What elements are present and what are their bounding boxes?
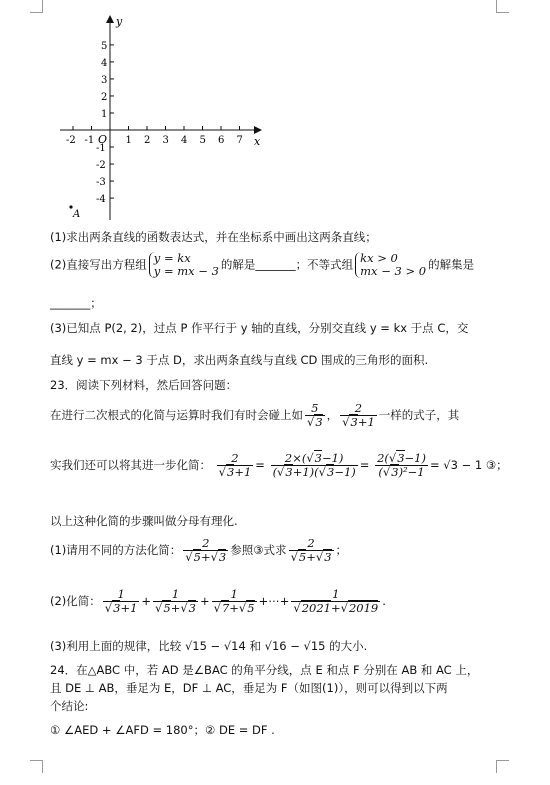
y-tick-label: 4 (101, 57, 108, 69)
inequality-2: mx − 3 > 0 (360, 264, 427, 278)
y-tick-label: 5 (101, 40, 108, 52)
question-3-line1: (3)已知点 P(2, 2)，过点 P 作平行于 y 轴的直线，分别交直线 y = kx 于点 C，交 (50, 321, 469, 335)
equation-2: y = mx − 3 (153, 264, 219, 278)
problem-24-line1: 24．在△ABC 中，若 AD 是∠BAC 的角平分线，点 E 和点 F 分别在 AB 和 AC 上， (50, 663, 479, 677)
equation-1: y = kx (153, 251, 191, 265)
problem-24-line4: ① ∠AED + ∠AFD = 180°；② DE = DF . (50, 723, 275, 737)
x-ticks (66, 126, 243, 146)
sub1-end: ； (335, 543, 348, 557)
fraction-2-over-root3-plus-1: $\frac{2}{√3+1}$ (342, 401, 375, 429)
problem-23-sub3: (3)利用上面的规律，比较 √15 − √14 和 √16 − √15 的大小. (50, 639, 368, 653)
x-tick-label: 4 (181, 135, 188, 146)
derivation-tail: = √3 − 1 ③； (429, 458, 508, 472)
x-axis-label: x (254, 135, 261, 148)
y-axis-label: y (116, 15, 123, 28)
equation-system (149, 252, 219, 278)
derivation-fraction-3: $\frac{2(√3-1)}{\text{(√3)²−1}}$ (377, 451, 426, 479)
problem-23-summary: 以上这种化简的步骤叫做分母有理化. (50, 514, 238, 528)
x-tick-label: 1 (125, 135, 132, 146)
y-tick-label: 3 (101, 74, 108, 86)
sub1-fraction-a: $\frac{2}{√5+√3}$ (185, 536, 227, 564)
derivation-prefix: 实我们还可以将其进一步化简： (50, 458, 211, 472)
corner-mark-bottom-right (496, 760, 509, 773)
x-tick-label: -1 (84, 135, 95, 146)
y-tick-label: -1 (96, 143, 106, 155)
sub2-term-2: $\frac{1}{√5+√3}$ (155, 587, 196, 615)
x-tick-label: 2 (144, 135, 151, 146)
origin-label: O (98, 133, 108, 146)
y-ticks (96, 41, 114, 205)
problem-23-heading: 23．阅读下列材料，然后回答问题： (50, 378, 238, 392)
x-tick-label: -2 (66, 135, 76, 146)
sub1-fraction-b: $\frac{2}{√5+√3}$ (290, 536, 332, 564)
q2-mid: 的解是_______；不等式组 (220, 257, 354, 272)
question-1: (1)求出两条直线的函数表达式，并在坐标系中画出这两条直线； (50, 230, 377, 244)
sub1-mid: 参照③式求 (230, 543, 287, 557)
coordinate-graph (55, 12, 270, 222)
q2-prefix: (2)直接写出方程组 (50, 257, 147, 272)
derivation-fraction-1: $\frac{2}{√3+1}$ (218, 451, 252, 479)
intro-text-b: 一样的式子，其 (378, 408, 460, 422)
x-tick-label: 6 (218, 135, 225, 146)
problem-23-sub1 (50, 537, 347, 564)
y-tick-label: 1 (101, 108, 108, 120)
sub2-term-1: $\frac{1}{√3+1}$ (104, 587, 138, 615)
question-2 (50, 252, 474, 278)
sub2-dots: +⋯+ (258, 594, 290, 608)
sub2-term-last: $\frac{1}{√2021+√2019}$ (293, 587, 379, 615)
question-3-line2: 直线 y = mx − 3 于点 D，求出两条直线与直线 CD 围成的三角形的面积. (50, 353, 429, 367)
intro-text-a: 在进行二次根式的化简与运算时我们有时会碰上如 (50, 408, 303, 422)
corner-mark-top-right (496, 0, 509, 13)
y-tick-label: 2 (101, 91, 108, 103)
y-tick-label: -4 (96, 194, 106, 206)
problem-24-line3: 个结论: (50, 699, 89, 713)
question-2-line2: _______； (50, 296, 102, 310)
sub1-prefix: (1)请用不同的方法化简： (50, 543, 182, 557)
inequality-1: kx > 0 (360, 251, 398, 265)
problem-23-derivation: 实我们还可以将其进一步化简： $\frac{2}{√3+1}$ = $\frac{2\times(√3-1)}{(√3+1)(√3-1)}$ = $\frac{2(√3-1)}{\text{(√3)²−1}}$ = √3 − 1 ③； (50, 451, 508, 479)
corner-mark-bottom-left (30, 760, 43, 773)
y-tick-label: -3 (96, 177, 106, 189)
y-tick-label: -2 (96, 160, 106, 172)
x-tick-label: 7 (236, 135, 243, 146)
fraction-5-over-root3: $\frac{5}{√3}$ (307, 401, 323, 429)
derivation-fraction-2: $\frac{2\times(√3-1)}{(√3+1)(√3-1)}$ (272, 451, 356, 479)
corner-mark-top-left (30, 0, 43, 13)
sub2-prefix: (2)化简： (50, 594, 101, 608)
problem-23-intro: 在进行二次根式的化简与运算时我们有时会碰上如 $\frac{5}{√3}$ ， $\frac{2}{√3+1}$ 一样的式子，其 (50, 401, 460, 429)
x-tick-label: 5 (199, 135, 206, 146)
problem-24-line2: 且 DE ⊥ AB，垂足为 E，DF ⊥ AC，垂足为 F（如图(1)），则可以得到以下两 (50, 681, 448, 695)
problem-23-sub2: (2)化简： $\frac{1}{√3+1}$ + $\frac{1}{√5+√3}$ + $\frac{1}{√7+√5}$ +⋯+ $\frac{1}{√2021+√2019}$ . (50, 587, 386, 615)
sub2-term-3: $\frac{1}{√7+√5}$ (213, 587, 255, 615)
point-a-label: A (73, 209, 81, 220)
x-tick-label: 3 (162, 135, 169, 146)
q2-suffix: 的解集是 (428, 257, 475, 272)
inequality-system (355, 252, 426, 278)
